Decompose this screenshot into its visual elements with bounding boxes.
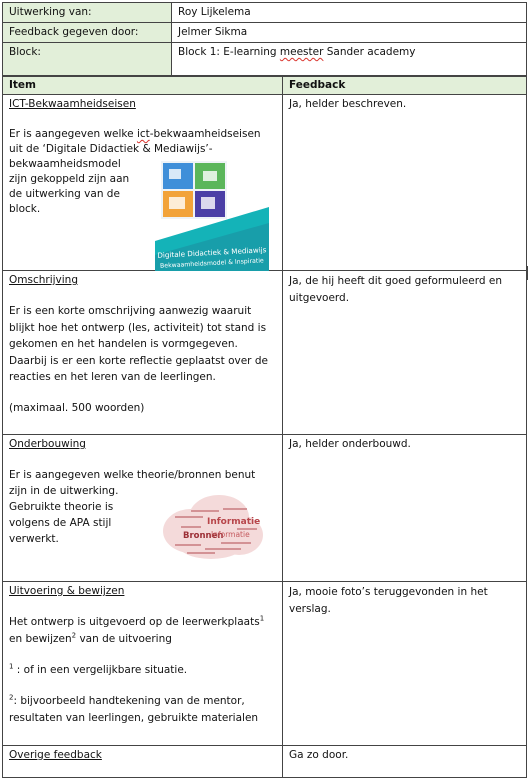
ict-feedback-cell: Ja, helder beschreven. [283,95,527,271]
ict-line-2: uit de ‘Digitale Didactiek & Mediawijs’- [9,143,213,155]
col-item-header: Item [3,77,283,95]
footnote-mark-1: 1 [9,662,14,671]
uitvoering-line-2 [9,631,276,648]
feedback-document [2,2,526,778]
onderbouwing-line-1: Er is aangegeven welke theorie/bronnen benut zijn in de uitwerking. [9,469,256,497]
ict-misspelled: ict [136,128,150,140]
ict-image-subtitle: Bekwaamheidsmodel & Inspiratie [159,257,264,270]
footnote-2 [9,693,276,727]
omschrijving-title: Omschrijving [9,274,78,286]
ict-line-5: de uitwerking van de [9,188,120,200]
footnote-ref-2: 2 [71,631,77,640]
criteria-table [2,76,527,778]
block-label: Block: [3,43,172,76]
uitvoering-text: Het ontwerp is uitgevoerd op de leerwerkplaats [9,616,260,628]
ict-line-3: bekwaamheidsmodel [9,158,121,170]
onderbouwing-line-4: verwerkt. [9,533,59,545]
uitvoering-text: van de uitvoering [76,633,172,645]
footnote-text-1: : of in een vergelijkbare situatie. [13,664,188,676]
ict-text: Er is aangegeven welke [9,128,137,140]
onderbouwing-feedback-cell: Ja, helder onderbouwd. [283,435,527,582]
margin-marker [527,266,528,280]
ict-title: ICT-Bekwaamheidseisen [9,98,136,110]
onderbouwing-line-2: Gebruikte theorie is [9,501,114,513]
overige-title: Overige feedback [9,749,102,761]
omschrijving-body: Er is een korte omschrijving aanwezig waaruit blijkt hoe het ontwerp (les, activiteit) tot stand is gekomen en het handelen is vormgegeven. Daarbij is er een korte reflectie geplaatst over de reacties en het leren van de leerlingen. [9,305,268,383]
omschrijving-note: (maximaal. 500 woorden) [9,401,145,414]
onderbouwing-line-3: volgens de APA stijl [9,517,112,529]
omschrijving-feedback-cell: Ja, de hij heeft dit goed geformuleerd en uitgevoerd. [283,271,527,435]
word-cloud-image [161,491,265,561]
uitvoering-line-1 [9,614,276,631]
omschrijving-item-cell [3,271,283,435]
uitvoering-title: Uitvoering & bewijzen [9,585,125,597]
onderbouwing-item-cell [3,435,283,582]
ict-image-title: Digitale Didactiek & Mediawijs [157,245,267,260]
block-value-part: Block 1: E-learning [178,46,280,58]
footnote-ref-1: 1 [259,614,265,623]
uitwerking-label: Uitwerking van: [3,3,172,23]
uitvoering-feedback-cell: Ja, mooie foto’s teruggevonden in het verslag. [283,582,527,746]
footnote-text-2: : bijvoorbeeld handtekening van de mentor, resultaten van leerlingen, gebruikte materialen [9,695,259,724]
ict-line-4: zijn gekoppeld zijn aan [9,173,130,185]
feedback-label: Feedback gegeven door: [3,23,172,43]
ict-model-image [155,159,269,271]
cloud-word-bronnen: Bronnen [183,531,224,541]
onderbouwing-title: Onderbouwing [9,438,86,450]
uitwerking-value: Roy Lijkelema [172,3,527,23]
ict-text: -bekwaamheidseisen [149,128,261,140]
col-feedback-header: Feedback [283,77,527,95]
uitvoering-text: en bewijzen [9,633,72,645]
block-value-part: Sander academy [323,46,416,58]
feedback-value: Jelmer Sikma [172,23,527,43]
overige-item-cell [3,746,283,778]
cloud-word-informatie: Informatie [207,517,261,527]
block-value-misspelled: meester [279,46,324,58]
uitvoering-item-cell [3,582,283,746]
meta-table [2,2,527,76]
footnote-1 [9,663,276,678]
ict-item-cell [3,95,283,271]
block-value [172,43,527,76]
footnote-mark-2: 2 [9,693,14,702]
ict-line-1 [9,127,276,142]
overige-feedback-cell: Ga zo door. [283,746,527,778]
ict-line-6: block. [9,203,41,215]
cloud-word-informatie-2: Informatie [211,530,250,539]
